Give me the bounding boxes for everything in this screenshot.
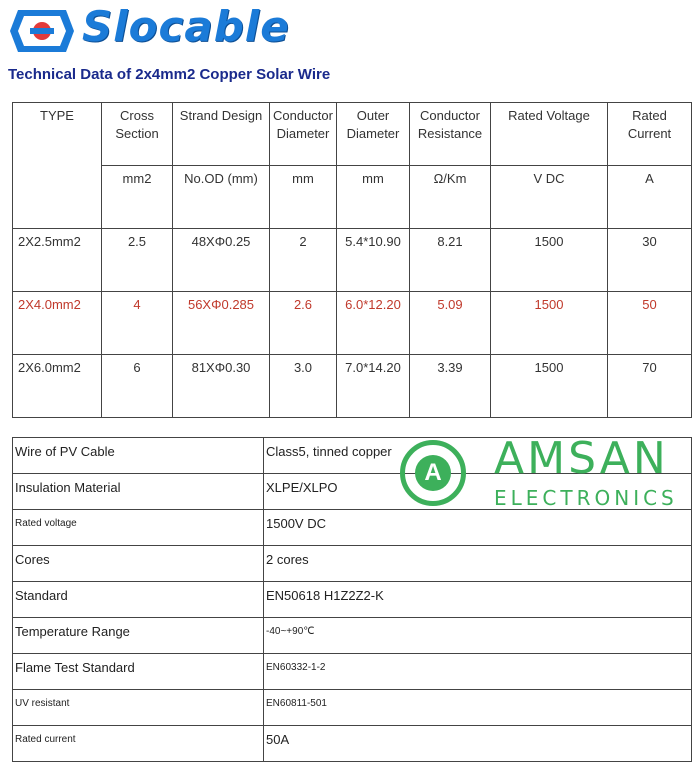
header-outer-diameter: Outer Diameter xyxy=(337,103,410,166)
header-strand-design: Strand Design xyxy=(173,103,270,166)
table-row xyxy=(13,355,692,418)
table-cell: 5.4*10.90 xyxy=(337,229,410,292)
unit-cell: A xyxy=(608,166,692,229)
spec-value: -40~+90℃ xyxy=(264,618,692,654)
table-cell: 6 xyxy=(102,355,173,418)
header-rated-voltage: Rated Voltage xyxy=(491,103,608,166)
spec-row xyxy=(13,510,692,546)
spec-row xyxy=(13,618,692,654)
table-cell: 7.0*14.20 xyxy=(337,355,410,418)
table-units-row xyxy=(13,166,692,229)
technical-data-table xyxy=(12,102,692,418)
spec-row xyxy=(13,690,692,726)
amsan-logo-letter: A xyxy=(415,455,451,491)
table-cell: 2X6.0mm2 xyxy=(13,355,102,418)
spec-label: Flame Test Standard xyxy=(13,654,264,690)
table-cell: 1500 xyxy=(491,355,608,418)
unit-cell: No.OD (mm) xyxy=(173,166,270,229)
spec-value: 1500V DC xyxy=(264,510,692,546)
table-cell: 3.0 xyxy=(270,355,337,418)
spec-row xyxy=(13,474,692,510)
table-cell: 4 xyxy=(102,292,173,355)
spec-label: Insulation Material xyxy=(13,474,264,510)
unit-cell: mm xyxy=(270,166,337,229)
table-header-row xyxy=(13,103,692,166)
table-cell: 30 xyxy=(608,229,692,292)
table-cell: 2 xyxy=(270,229,337,292)
table-cell: 48XΦ0.25 xyxy=(173,229,270,292)
spec-row xyxy=(13,582,692,618)
spec-row xyxy=(13,546,692,582)
table-cell: 56XΦ0.285 xyxy=(173,292,270,355)
spec-row xyxy=(13,654,692,690)
table-cell: 1500 xyxy=(491,229,608,292)
table-cell: 6.0*12.20 xyxy=(337,292,410,355)
spec-value: 50A xyxy=(264,726,692,762)
header xyxy=(0,0,700,90)
specification-table xyxy=(12,433,692,762)
page-title: Technical Data of 2x4mm2 Copper Solar Wire xyxy=(8,66,331,83)
spec-value: XLPE/XLPO xyxy=(264,474,692,510)
spec-label: Rated current xyxy=(13,726,264,762)
table-cell: 2X2.5mm2 xyxy=(13,229,102,292)
spec-label: UV resistant xyxy=(13,690,264,726)
watermark-subtitle: ELECTRONICS xyxy=(494,486,678,510)
table-cell: 3.39 xyxy=(410,355,491,418)
spec-row xyxy=(13,726,692,762)
unit-cell: mm xyxy=(337,166,410,229)
unit-cell: Ω/Km xyxy=(410,166,491,229)
spec-row xyxy=(13,438,692,474)
spec-label: Temperature Range xyxy=(13,618,264,654)
header-type: TYPE xyxy=(13,103,102,229)
spec-value: EN60811-501 xyxy=(264,690,692,726)
spec-value: 2 cores xyxy=(264,546,692,582)
unit-cell: mm2 xyxy=(102,166,173,229)
spec-label: Cores xyxy=(13,546,264,582)
table-cell: 1500 xyxy=(491,292,608,355)
spec-label: Standard xyxy=(13,582,264,618)
spec-value: Class5, tinned copper xyxy=(264,438,692,474)
header-conductor-resistance: Conductor Resistance xyxy=(410,103,491,166)
table-cell: 2X4.0mm2 xyxy=(13,292,102,355)
spec-label: Wire of PV Cable xyxy=(13,438,264,474)
spec-value: EN60332-1-2 xyxy=(264,654,692,690)
table-cell: 5.09 xyxy=(410,292,491,355)
slocable-logo-icon xyxy=(8,6,76,56)
table-cell: 50 xyxy=(608,292,692,355)
spec-label: Rated voltage xyxy=(13,510,264,546)
table-cell: 2.5 xyxy=(102,229,173,292)
table-cell: 81XΦ0.30 xyxy=(173,355,270,418)
watermark-name: AMSAN xyxy=(494,433,669,484)
header-cross-section: Cross Section xyxy=(102,103,173,166)
table-row-highlighted xyxy=(13,292,692,355)
brand-name: Slocable xyxy=(82,2,290,51)
unit-cell: V DC xyxy=(491,166,608,229)
header-conductor-diameter: Conductor Diameter xyxy=(270,103,337,166)
spec-value: EN50618 H1Z2Z2-K xyxy=(264,582,692,618)
table-cell: 2.6 xyxy=(270,292,337,355)
table-row xyxy=(13,229,692,292)
table-cell: 8.21 xyxy=(410,229,491,292)
table-cell: 70 xyxy=(608,355,692,418)
header-rated-current: Rated Current xyxy=(608,103,692,166)
